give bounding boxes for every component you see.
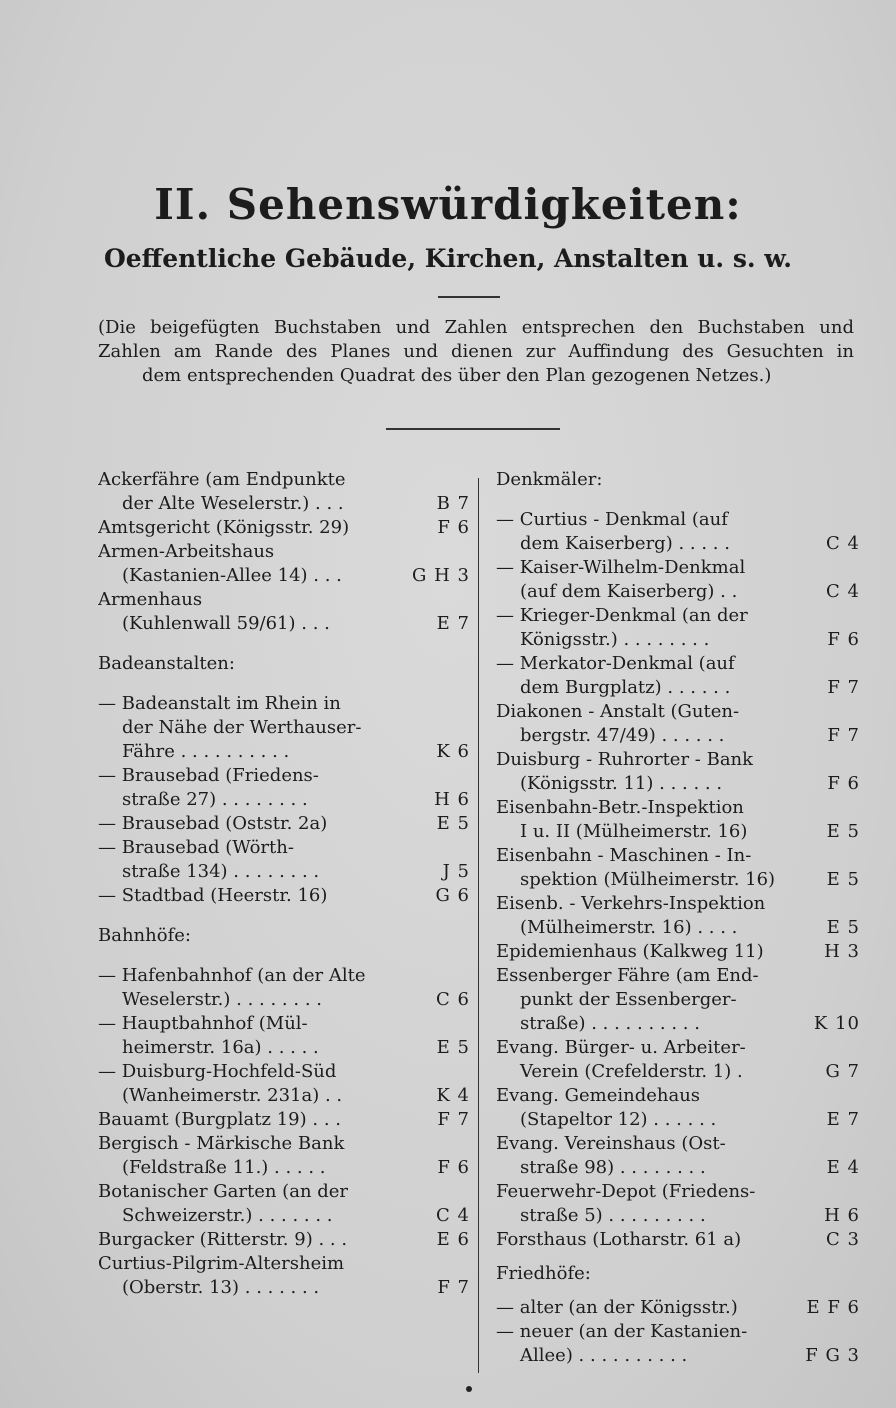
entry-line: Evang. Vereinshaus (Ost- — [496, 1133, 726, 1154]
grid-reference: F 6 — [437, 1157, 470, 1178]
list-item — [496, 1296, 860, 1320]
entry-text: straße 5) . . . . . . . . . — [520, 1205, 706, 1226]
list-item — [98, 516, 470, 540]
entry-text: I u. II (Mülheimerstr. 16) — [520, 821, 748, 842]
entry-text: Fähre . . . . . . . . . . — [122, 741, 290, 762]
list-item — [496, 724, 860, 748]
grid-reference: J 5 — [442, 861, 470, 882]
entry-line: Curtius-Pilgrim-Altersheim — [98, 1253, 345, 1274]
entry-text: Königsstr.) . . . . . . . . — [520, 629, 710, 650]
list-item — [98, 1084, 470, 1108]
list-item — [98, 1228, 470, 1252]
grid-reference: C 4 — [436, 1205, 470, 1226]
list-item — [496, 1012, 860, 1036]
list-item — [98, 1156, 470, 1180]
list-item — [496, 1156, 860, 1180]
list-item — [496, 628, 860, 652]
right-column — [496, 468, 860, 1368]
list-item — [496, 940, 860, 964]
grid-reference: F 7 — [827, 677, 860, 698]
list-item — [98, 492, 470, 516]
entry-line: — Kaiser-Wilhelm-Denkmal — [496, 557, 746, 578]
left-column — [98, 468, 470, 1300]
entry-text: (Königsstr. 11) . . . . . . — [520, 773, 723, 794]
entry-text: heimerstr. 16a) . . . . . — [122, 1037, 319, 1058]
entry-line: Diakonen - Anstalt (Guten- — [496, 701, 740, 722]
grid-reference: F G 3 — [805, 1345, 860, 1366]
grid-reference: E 6 — [436, 1229, 470, 1250]
entry-line: — Brausebad (Wörth- — [98, 837, 294, 858]
grid-reference: C 4 — [826, 581, 860, 602]
entry-line: punkt der Essenberger- — [520, 989, 737, 1010]
list-item — [496, 1108, 860, 1132]
grid-reference: C 4 — [826, 533, 860, 554]
list-item — [98, 564, 470, 588]
entry-text: — alter (an der Königsstr.) — [496, 1297, 738, 1318]
entry-text: (auf dem Kaiserberg) . . — [520, 581, 738, 602]
entry-text: — Brausebad (Oststr. 2a) — [98, 813, 328, 834]
column-divider — [478, 478, 479, 1373]
grid-reference: G 6 — [435, 885, 470, 906]
list-item — [98, 860, 470, 884]
entry-text: straße) . . . . . . . . . . — [520, 1013, 700, 1034]
grid-reference: F 7 — [437, 1277, 470, 1298]
entry-text: — Stadtbad (Heerstr. 16) — [98, 885, 328, 906]
grid-reference: E 7 — [826, 1109, 860, 1130]
entry-line: Essenberger Fähre (am End- — [496, 965, 759, 986]
entry-line: Feuerwehr-Depot (Friedens- — [496, 1181, 756, 1202]
entry-text: straße 98) . . . . . . . . — [520, 1157, 706, 1178]
entry-text: Burgacker (Ritterstr. 9) . . . — [98, 1229, 348, 1250]
entry-text: (Feldstraße 11.) . . . . . — [122, 1157, 326, 1178]
entry-text: der Alte Weselerstr.) . . . — [122, 493, 344, 514]
entry-line: Ackerfähre (am Endpunkte — [98, 469, 346, 490]
section-divider-rule — [386, 428, 560, 430]
entry-line: Duisburg - Ruhrorter - Bank — [496, 749, 754, 770]
grid-reference: H 3 — [824, 941, 860, 962]
entry-text: (Wanheimerstr. 231a) . . — [122, 1085, 343, 1106]
grid-reference: E 5 — [826, 917, 860, 938]
list-item — [98, 1108, 470, 1132]
list-item — [496, 676, 860, 700]
entry-text: Amtsgericht (Königsstr. 29) — [98, 517, 350, 538]
entry-line: — Brausebad (Friedens- — [98, 765, 319, 786]
grid-reference: E 5 — [436, 813, 470, 834]
grid-reference: E F 6 — [806, 1297, 860, 1318]
list-item — [98, 1036, 470, 1060]
grid-reference: K 6 — [436, 741, 470, 762]
grid-reference: F 6 — [827, 629, 860, 650]
grid-reference: F 7 — [437, 1109, 470, 1130]
list-item — [98, 788, 470, 812]
ink-dot — [466, 1386, 472, 1392]
entry-line: Eisenbahn - Maschinen - In- — [496, 845, 752, 866]
entry-line: Bergisch - Märkische Bank — [98, 1133, 345, 1154]
entry-line: Evang. Gemeindehaus — [496, 1085, 701, 1106]
grid-reference: E 4 — [826, 1157, 860, 1178]
entry-line: Eisenbahn-Betr.-Inspektion — [496, 797, 744, 818]
entry-text: straße 27) . . . . . . . . — [122, 789, 308, 810]
entry-text: (Mülheimerstr. 16) . . . . — [520, 917, 738, 938]
list-item — [496, 1060, 860, 1084]
list-item — [496, 1228, 860, 1252]
list-item — [496, 532, 860, 556]
entry-text: Bauamt (Burgplatz 19) . . . — [98, 1109, 341, 1130]
grid-reference: B 7 — [436, 493, 470, 514]
list-item — [496, 772, 860, 796]
grid-reference: E 5 — [826, 869, 860, 890]
entry-line: — Krieger-Denkmal (an der — [496, 605, 748, 626]
entry-line: — Hafenbahnhof (an der Alte — [98, 965, 366, 986]
list-item — [98, 1204, 470, 1228]
intro-line: (Die beigefügten Buchstaben und Zahlen entsprechen den Buchstaben und — [98, 317, 854, 338]
list-item — [98, 612, 470, 636]
list-item — [98, 884, 470, 908]
grid-reference: F 6 — [827, 773, 860, 794]
entry-text: dem Burgplatz) . . . . . . — [520, 677, 731, 698]
grid-reference: H 6 — [434, 789, 470, 810]
entry-text: (Kuhlenwall 59/61) . . . — [122, 613, 330, 634]
list-item — [98, 740, 470, 764]
grid-reference: E 7 — [436, 613, 470, 634]
entry-text: Verein (Crefelderstr. 1) . — [520, 1061, 743, 1082]
entry-line: Evang. Bürger- u. Arbeiter- — [496, 1037, 746, 1058]
entry-line: Armen-Arbeitshaus — [98, 541, 275, 562]
grid-reference: G 7 — [825, 1061, 860, 1082]
list-item — [496, 1204, 860, 1228]
page-subtitle: Oeffentliche Gebäude, Kirchen, Anstalten u. s. w. — [103, 244, 793, 273]
grid-reference: H 6 — [824, 1205, 860, 1226]
entry-line: — Badeanstalt im Rhein in — [98, 693, 341, 714]
entry-line: Armenhaus — [98, 589, 203, 610]
entry-line: — Duisburg-Hochfeld-Süd — [98, 1061, 337, 1082]
entry-text: (Oberstr. 13) . . . . . . . — [122, 1277, 320, 1298]
entry-text: Allee) . . . . . . . . . . — [520, 1345, 688, 1366]
list-item — [98, 988, 470, 1012]
entry-line: — Curtius - Denkmal (auf — [496, 509, 728, 530]
entry-text: spektion (Mülheimerstr. 16) — [520, 869, 776, 890]
entry-line: — Merkator-Denkmal (auf — [496, 653, 735, 674]
entry-text: (Kastanien-Allee 14) . . . — [122, 565, 342, 586]
grid-reference: C 6 — [436, 989, 470, 1010]
entry-line: der Nähe der Werthauser- — [122, 717, 362, 738]
entry-text: Schweizerstr.) . . . . . . . — [122, 1205, 333, 1226]
list-item — [98, 812, 470, 836]
section-heading-bahnhoefe: Bahnhöfe: — [98, 925, 191, 946]
list-item — [496, 916, 860, 940]
intro-line: dem entsprechenden Quadrat des über den Plan gezogenen Netzes.) — [142, 365, 772, 386]
grid-reference: K 4 — [436, 1085, 470, 1106]
grid-reference: E 5 — [826, 821, 860, 842]
section-heading-friedhoefe: Friedhöfe: — [496, 1263, 591, 1284]
entry-text: Epidemienhaus (Kalkweg 11) — [496, 941, 764, 962]
intro-line: Zahlen am Rande des Planes und dienen zur Auffindung des Gesuchten in — [98, 341, 854, 362]
grid-reference: G H 3 — [412, 565, 470, 586]
list-item — [496, 820, 860, 844]
entry-text: straße 134) . . . . . . . . — [122, 861, 320, 882]
grid-reference: C 3 — [826, 1229, 860, 1250]
page-title: II. Sehenswürdigkeiten: — [154, 180, 742, 229]
entry-line: — neuer (an der Kastanien- — [496, 1321, 748, 1342]
section-heading-badeanstalten: Badeanstalten: — [98, 653, 235, 674]
grid-reference: F 6 — [437, 517, 470, 538]
entry-line: Botanischer Garten (an der — [98, 1181, 349, 1202]
list-item — [496, 868, 860, 892]
entry-text: Forsthaus (Lotharstr. 61 a) — [496, 1229, 742, 1250]
intro-paragraph — [98, 316, 854, 388]
grid-reference: F 7 — [827, 725, 860, 746]
section-heading-denkmaeler: Denkmäler: — [496, 469, 603, 490]
entry-line: — Hauptbahnhof (Mül- — [98, 1013, 308, 1034]
grid-reference: K 10 — [813, 1013, 860, 1034]
entry-text: Weselerstr.) . . . . . . . . — [122, 989, 322, 1010]
grid-reference: E 5 — [436, 1037, 470, 1058]
divider-rule — [438, 296, 500, 298]
list-item — [98, 1276, 470, 1300]
entry-text: dem Kaiserberg) . . . . . — [520, 533, 730, 554]
list-item — [496, 1344, 860, 1368]
list-item — [496, 580, 860, 604]
entry-text: bergstr. 47/49) . . . . . . — [520, 725, 725, 746]
entry-text: (Stapeltor 12) . . . . . . — [520, 1109, 717, 1130]
entry-line: Eisenb. - Verkehrs-Inspektion — [496, 893, 766, 914]
